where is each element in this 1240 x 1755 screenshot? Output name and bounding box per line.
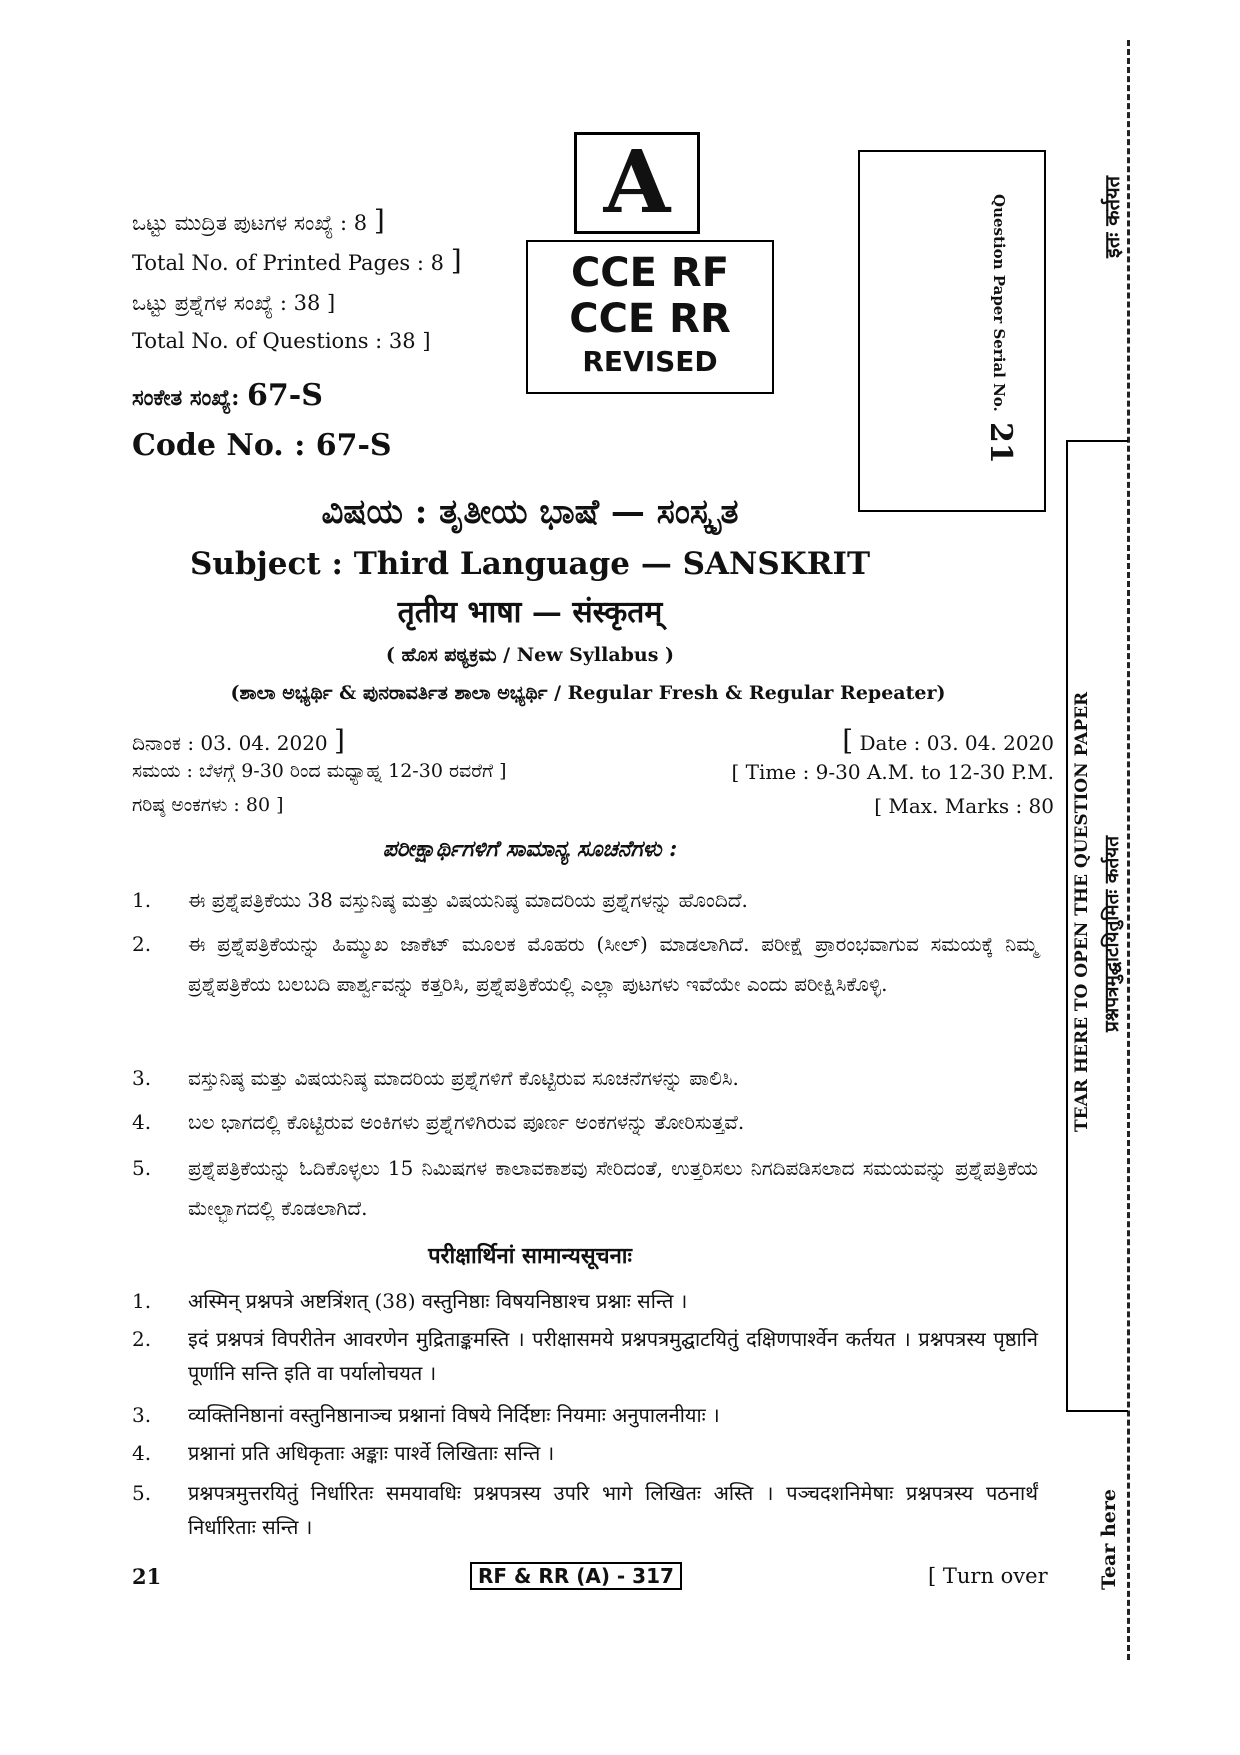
total-questions-en: Total No. of Questions : 38 ] [132, 329, 431, 353]
syllabus-label: ( ಹೊಸ ಪಠ್ಯಕ್ರಮ / New Syllabus ) [385, 644, 675, 666]
cut-here-top-label: इतः कर्तयत [1100, 176, 1124, 258]
cce-rr-label: CCE RR [569, 296, 731, 342]
page-number: 21 [132, 1564, 162, 1589]
subject-english: Subject : Third Language — SANSKRIT [189, 546, 871, 582]
tear-here-en-label: TEAR HERE TO OPEN THE QUESTION PAPER [1072, 691, 1092, 1132]
cce-box [526, 240, 774, 394]
cce-rf-label: CCE RF [570, 250, 730, 296]
date-kn: ದಿನಾಂಕ : 03. 04. 2020 ] [132, 724, 345, 757]
paper-code-box: RF & RR (A) - 317 [470, 1562, 682, 1590]
time-kn: ಸಮಯ : ಬೆಳಗ್ಗೆ 9-30 ರಿಂದ ಮಧ್ಯಾಹ್ನ 12-30 ರವರೆಗೆ ] [132, 760, 507, 782]
version-box: A [574, 132, 700, 234]
time-en: [ Time : 9-30 A.M. to 12-30 P.M. [731, 760, 1054, 784]
candidate-type-label: (ಶಾಲಾ ಅಭ್ಯರ್ಥಿ & ಪುನರಾವರ್ತಿತ ಶಾಲಾ ಅಭ್ಯರ್ಥಿ / Regular Fresh & Regular Repeater) [230, 682, 946, 704]
instructions-sa-heading: परीक्षार्थिनां सामान्यसूचनाः [428, 1243, 632, 1269]
subject-kannada: ವಿಷಯ : ತೃತೀಯ ಭಾಷೆ — ಸಂಸ್ಕೃತ [321, 492, 739, 532]
turn-over-label: [ Turn over [928, 1564, 1048, 1588]
printed-pages-en: Total No. of Printed Pages : 8 ] [132, 244, 462, 277]
printed-pages-kn: ಒಟ್ಟು ಮುದ್ರಿತ ಪುಟಗಳ ಸಂಖ್ಯೆ : 8 ] [132, 204, 385, 237]
max-marks-kn: ಗರಿಷ್ಠ ಅಂಕಗಳು : 80 ] [132, 794, 284, 816]
serial-number-value: 21 [983, 422, 1018, 464]
date-en: [ Date : 03. 04. 2020 [842, 724, 1054, 757]
code-number-en: Code No. : 67-S [132, 428, 392, 463]
max-marks-en: [ Max. Marks : 80 [874, 794, 1054, 818]
code-number-kn: ಸಂಕೇತ ಸಂಖ್ಯೆ: 67-S [132, 378, 323, 413]
instructions-kn-heading: ಪರೀಕ್ಷಾರ್ಥಿಗಳಿಗೆ ಸಾಮಾನ್ಯ ಸೂಚನೆಗಳು : [382, 836, 678, 862]
tear-here-bottom-label: Tear here [1098, 1489, 1120, 1590]
serial-number-label: Question Paper Serial No. [990, 194, 1008, 412]
subject-hindi: तृतीय भाषा — संस्कृतम् [397, 595, 663, 630]
total-questions-kn: ಒಟ್ಟು ಪ್ರಶ್ನೆಗಳ ಸಂಖ್ಯೆ : 38 ] [132, 291, 336, 315]
revised-label: REVISED [582, 345, 718, 378]
tear-here-hi-label: प्रश्नपत्रमुद्घाटयितुमितः कर्तयत [1101, 835, 1123, 1032]
